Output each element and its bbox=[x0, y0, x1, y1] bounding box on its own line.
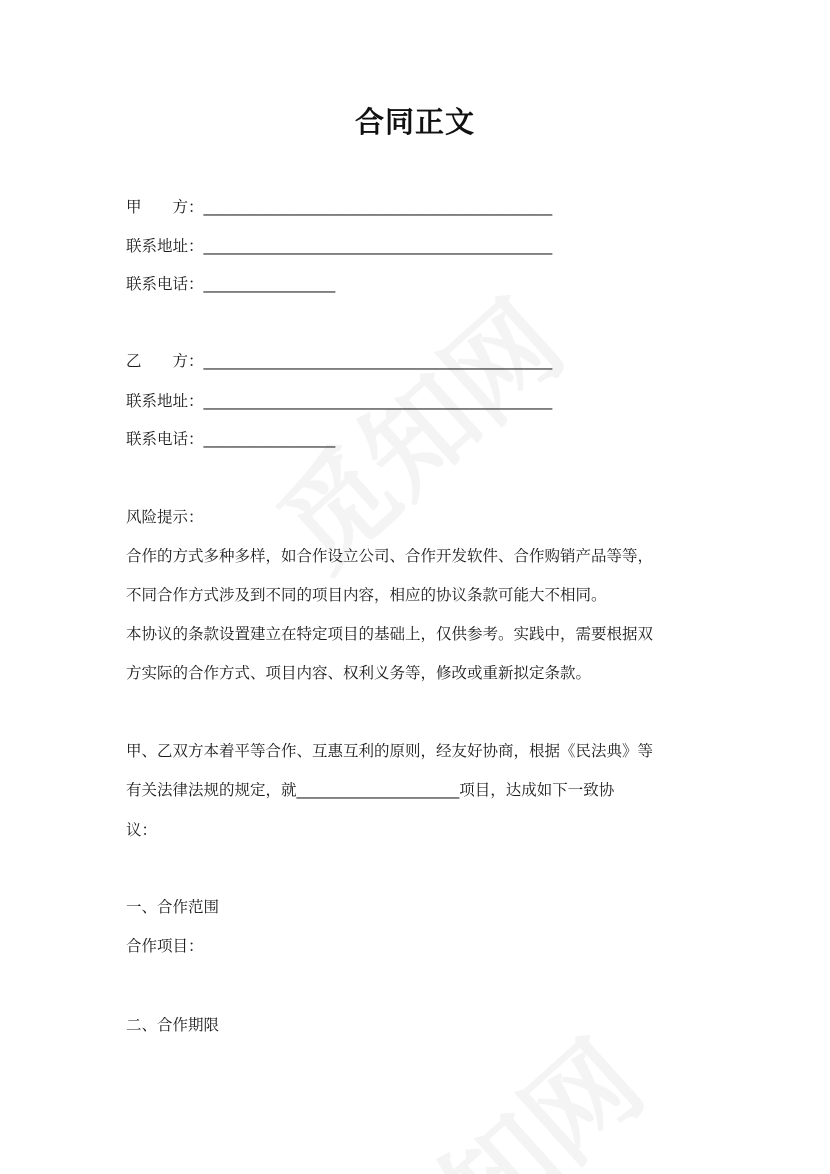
risk-line: 合作的方式多种多样，如合作设立公司、合作开发软件、合作购销产品等等， bbox=[126, 547, 654, 565]
party-b-name-blank: _____________________________________________ bbox=[203, 352, 553, 370]
risk-heading: 风险提示： bbox=[126, 508, 204, 526]
scope-item-label: 合作项目： bbox=[126, 937, 204, 955]
party-a-address-blank: _____________________________________________ bbox=[203, 237, 553, 255]
party-b-phone-line bbox=[126, 429, 335, 449]
preamble-line: 甲、乙双方本着平等合作、互惠互利的原则，经友好协商，根据《民法典》等 bbox=[126, 742, 654, 760]
party-b-phone-label: 联系电话： bbox=[126, 430, 204, 448]
party-a-phone-label: 联系电话： bbox=[126, 275, 204, 293]
watermark-lower bbox=[320, 1000, 671, 1174]
preamble-line: 议： bbox=[126, 821, 158, 839]
document-title: 合同正文 bbox=[354, 105, 475, 139]
risk-line: 方实际的合作方式、项目内容、权利义务等，修改或重新拟定条款。 bbox=[126, 664, 592, 682]
party-b-name-label: 乙 方： bbox=[126, 352, 204, 370]
preamble-line: 有关法律法规的规定，就_____________________项目，达成如下一致协 bbox=[126, 781, 615, 799]
party-b-name-line bbox=[126, 351, 552, 371]
party-b-address-line bbox=[126, 391, 552, 411]
party-b-phone-blank: _________________ bbox=[203, 430, 336, 448]
section-heading-scope: 一、合作范围 bbox=[126, 898, 220, 916]
party-a-name-line bbox=[126, 197, 552, 217]
party-b-address-blank: _____________________________________________ bbox=[203, 392, 553, 410]
party-a-phone-line bbox=[126, 274, 335, 294]
party-a-address-line bbox=[126, 236, 552, 256]
party-b-address-label: 联系地址： bbox=[126, 392, 204, 410]
party-a-name-label: 甲 方： bbox=[126, 198, 204, 216]
party-a-address-label: 联系地址： bbox=[126, 237, 204, 255]
party-a-phone-blank: _________________ bbox=[203, 275, 336, 293]
party-a-name-blank: _____________________________________________ bbox=[203, 198, 553, 216]
section-heading-term: 二、合作期限 bbox=[126, 1016, 220, 1034]
risk-line: 不同合作方式涉及到不同的项目内容，相应的协议条款可能大不相同。 bbox=[126, 586, 607, 604]
risk-line: 本协议的条款设置建立在特定项目的基础上，仅供参考。实践中，需要根据双 bbox=[126, 625, 654, 643]
